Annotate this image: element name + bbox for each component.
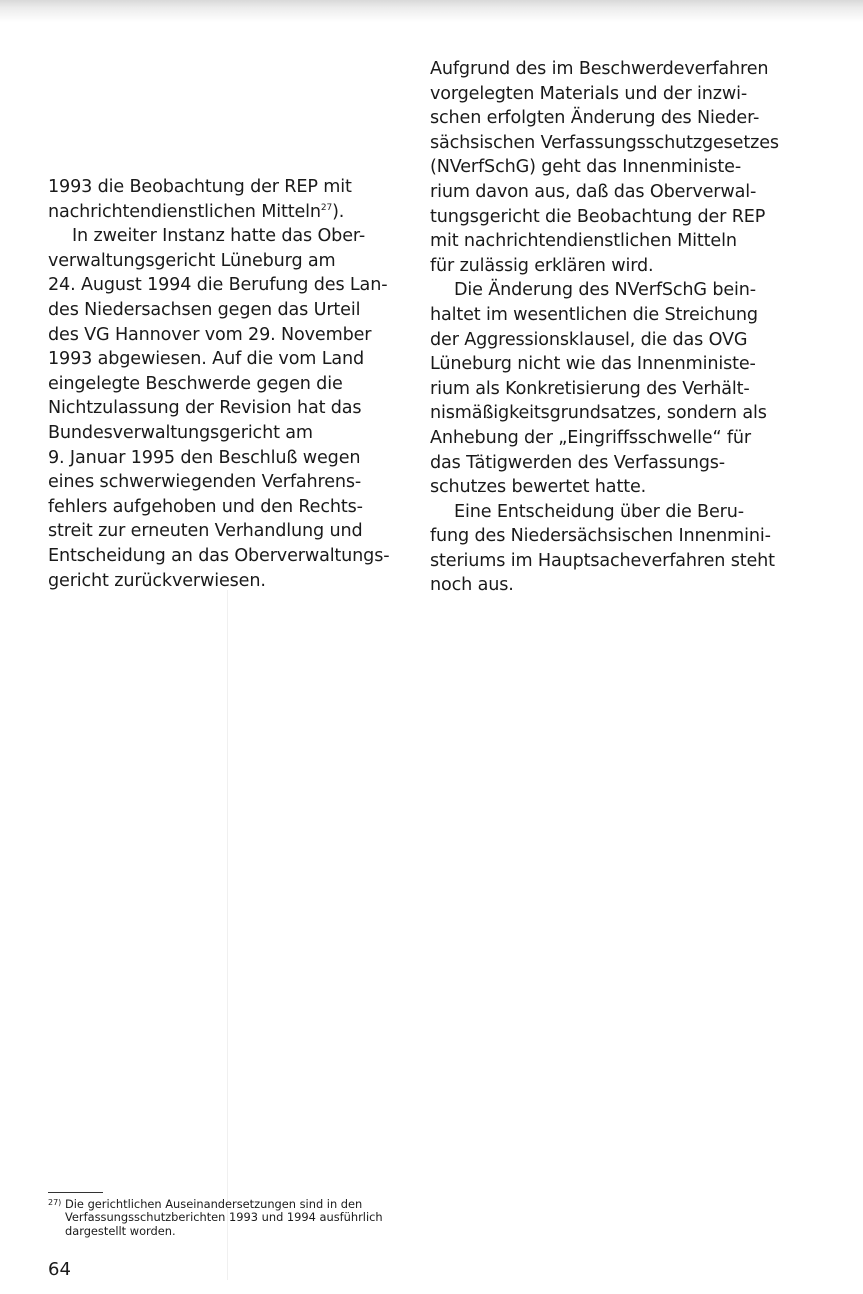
text-line: haltet im wesentlichen die Streichung: [430, 304, 758, 325]
text-line: Lüneburg nicht wie das Innenministe-: [430, 354, 756, 375]
page-number: 64: [48, 1259, 71, 1280]
text-line: 1993 abgewiesen. Auf die vom Land: [48, 349, 365, 370]
text-line: Nichtzulassung der Revision hat das: [48, 398, 362, 419]
page-top-shadow: [0, 0, 863, 22]
text-line: nismäßigkeitsgrundsatzes, sondern als: [430, 403, 767, 424]
text-line: 9. Januar 1995 den Beschluß wegen: [48, 447, 361, 468]
footnote: [48, 1198, 428, 1238]
footnote-marker: 27): [48, 1198, 62, 1207]
text-line: Entscheidung an das Oberverwaltungs-: [48, 545, 390, 566]
text-line: 1993 die Beobachtung der REP mit: [48, 177, 352, 197]
text-line: steriums im Hauptsacheverfahren steht: [430, 550, 775, 571]
text-line: tungsgericht die Beobachtung der REP: [430, 206, 766, 227]
text-line: fung des Niedersächsischen Innenmini-: [430, 526, 771, 547]
footnote-line: Verfassungsschutzberichten 1993 und 1994 ausführlich: [65, 1210, 383, 1225]
text-line: Die Änderung des NVerfSchG bein-: [454, 280, 756, 301]
left-column: [48, 175, 398, 593]
text-line: Anhebung der „Eingriffsschwelle“ für: [430, 427, 752, 448]
text-line: des VG Hannover vom 29. November: [48, 324, 372, 345]
text-line: schen erfolgten Änderung des Nieder-: [430, 108, 760, 129]
text-fragment: nachrichtendienstlichen Mitteln: [48, 201, 321, 222]
text-line: Eine Entscheidung über die Beru-: [454, 501, 744, 522]
text-line: schutzes bewertet hatte.: [430, 477, 647, 498]
footnote-line: Die gerichtlichen Auseinandersetzungen sind in den: [65, 1197, 363, 1211]
text-line: In zweiter Instanz hatte das Ober-: [72, 226, 366, 247]
footnote-divider: [48, 1192, 103, 1193]
text-fragment: ).: [332, 201, 345, 222]
left-paragraph-2: [48, 224, 398, 593]
text-line: das Tätigwerden des Verfassungs-: [430, 452, 725, 473]
left-paragraph-1: [48, 175, 398, 224]
text-line-with-footnote: [48, 200, 398, 225]
right-paragraph-1: [430, 57, 800, 278]
text-line: streit zur erneuten Verhandlung und: [48, 521, 363, 542]
footnote-reference[interactable]: 27: [320, 202, 333, 213]
text-line: fehlers aufgehoben und den Rechts-: [48, 496, 363, 517]
text-line: verwaltungsgericht Lüneburg am: [48, 250, 336, 271]
text-line: 24. August 1994 die Berufung des Lan-: [48, 275, 388, 296]
right-column: [430, 57, 800, 598]
text-line: eines schwerwiegenden Verfahrens-: [48, 472, 362, 493]
footnote-line: dargestellt worden.: [65, 1223, 176, 1238]
text-line: rium davon aus, daß das Oberverwal-: [430, 181, 757, 202]
text-line: Aufgrund des im Beschwerdeverfahren: [430, 59, 769, 79]
text-line: noch aus.: [430, 575, 514, 596]
text-line: des Niedersachsen gegen das Urteil: [48, 299, 361, 320]
text-line: eingelegte Beschwerde gegen die: [48, 373, 343, 394]
text-line: vorgelegten Materials und der inzwi-: [430, 83, 748, 104]
right-paragraph-2: [430, 278, 800, 499]
text-line: der Aggressionsklausel, die das OVG: [430, 329, 748, 350]
text-line: rium als Konkretisierung des Verhält-: [430, 378, 750, 399]
text-line: Bundesverwaltungsgericht am: [48, 422, 313, 443]
text-line: gericht zurückverwiesen.: [48, 570, 266, 591]
text-line: (NVerfSchG) geht das Innenministe-: [430, 157, 742, 178]
right-paragraph-3: [430, 500, 800, 598]
text-line: sächsischen Verfassungsschutzgesetzes: [430, 132, 779, 153]
text-line: für zulässig erklären wird.: [430, 255, 654, 276]
text-line: mit nachrichtendienstlichen Mitteln: [430, 231, 737, 252]
scan-fold-line: [227, 590, 228, 1280]
footnote-text: [65, 1198, 428, 1238]
